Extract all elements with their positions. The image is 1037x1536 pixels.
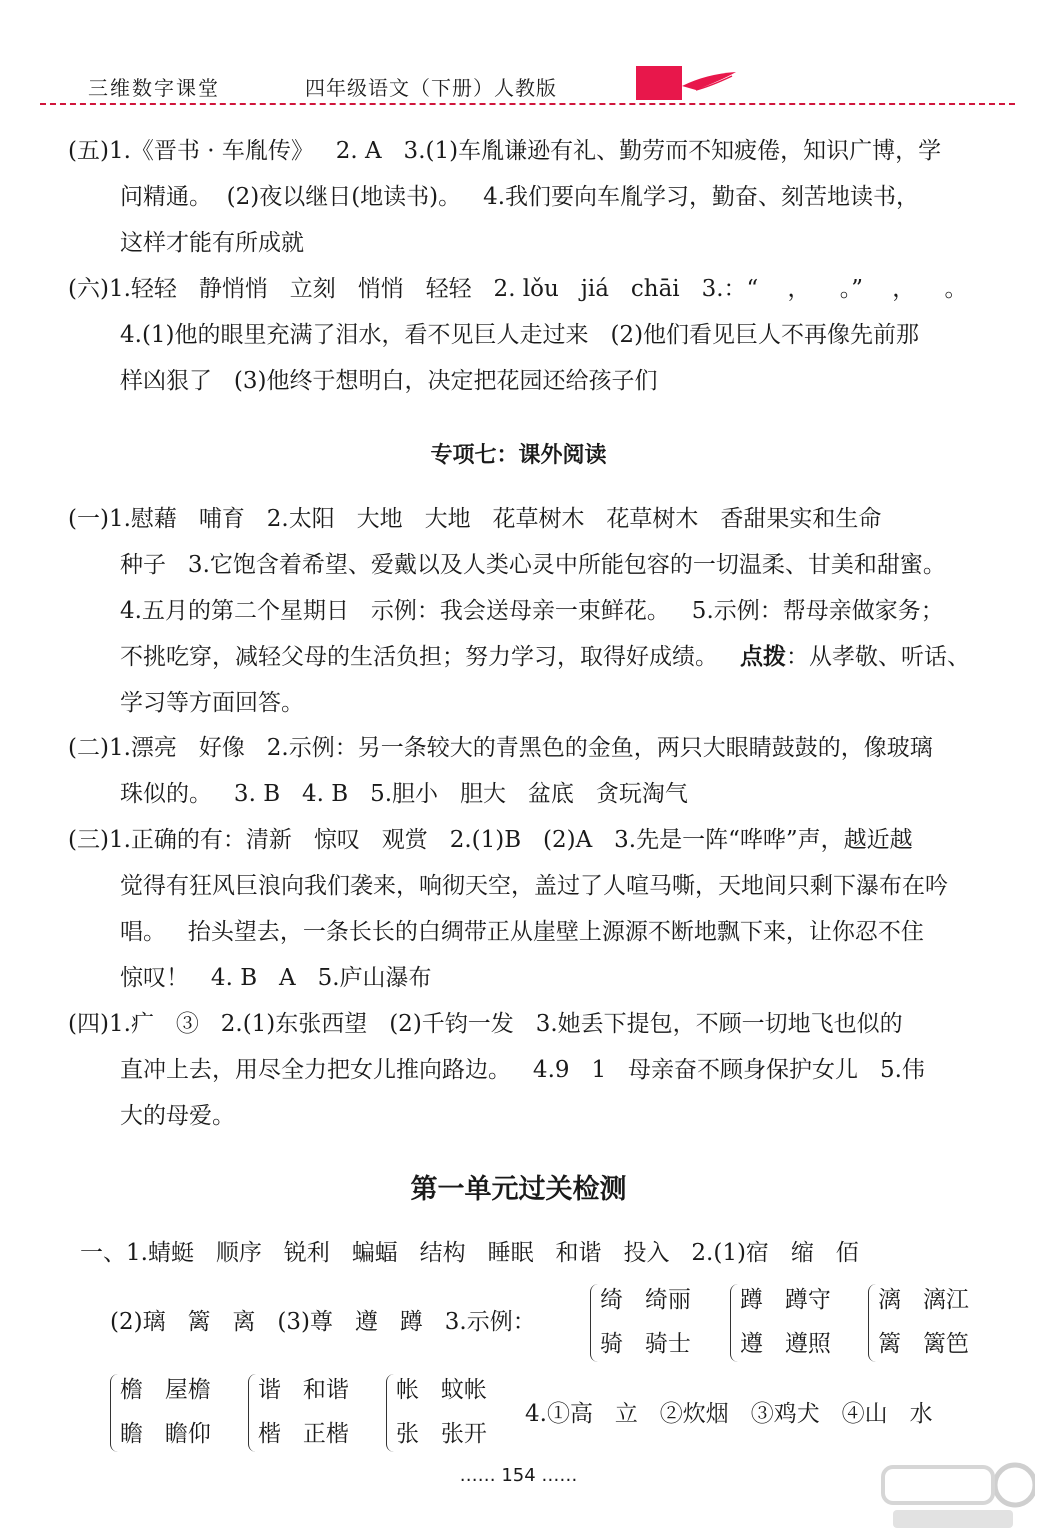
word-group	[248, 1368, 349, 1456]
watermark-logo-icon	[875, 1455, 1035, 1535]
page-number-value: 154	[501, 1465, 536, 1486]
answer-section-5	[68, 128, 941, 266]
text-line: (二)1.漂亮 好像 2.示例：另一条较大的青黑色的金鱼，两只大眼睛鼓鼓的，像玻璃	[68, 735, 933, 761]
brace-icon	[590, 1284, 599, 1362]
word-pair: 漓 漓江	[878, 1287, 969, 1313]
brace-icon	[868, 1284, 877, 1362]
word-group	[386, 1368, 487, 1456]
brace-icon	[386, 1374, 395, 1452]
word-pair: 帐 蚊帐	[396, 1377, 487, 1403]
text-segment: 不挑吃穿，减轻父母的生活负担；努力学习，取得好成绩。	[120, 644, 740, 670]
text-line: 4.①高 立 ②炊烟 ③鸡犬 ④山 水	[525, 1401, 933, 1427]
word-group	[868, 1278, 969, 1366]
unit-title: 第一单元过关检测	[410, 1174, 627, 1205]
dots-left: ……	[459, 1465, 496, 1486]
unit-answer-row-1	[80, 1230, 859, 1276]
reading-answer-3	[68, 817, 948, 1001]
text-line: 唱。 抬头望去，一条长长的白绸带正从崖壁上源源不断地飘下来，让你忍不住	[120, 919, 924, 945]
text-line: 样凶狠了 (3)他终于想明白，决定把花园还给孩子们	[120, 368, 658, 394]
reading-answer-2	[68, 725, 933, 817]
word-group	[730, 1278, 831, 1366]
text-line: (五)1.《晋书 · 车胤传》 2. A 3.(1)车胤谦逊有礼、勤劳而不知疲倦，知识广博，学	[68, 138, 942, 164]
word-pair: 篱 篱笆	[878, 1331, 969, 1357]
hint-label: 点拨	[739, 644, 786, 670]
reading-answer-4	[68, 1001, 925, 1139]
text-line	[68, 634, 970, 680]
text-line: (三)1.正确的有：清新 惊叹 观赏 2.(1)B (2)A 3.先是一阵“哗哗”声，越近越	[68, 827, 913, 853]
unit-answer-row-4	[525, 1391, 933, 1437]
reading-answer-1	[68, 496, 970, 726]
text-line: (2)璃 篱 离 (3)尊 遵 蹲 3.示例：	[110, 1309, 536, 1335]
text-line: 学习等方面回答。	[120, 690, 304, 716]
word-pair: 张 张开	[396, 1421, 487, 1447]
brace-icon	[248, 1374, 257, 1452]
word-pair: 谐 和谐	[258, 1377, 349, 1403]
text-line: (四)1.疒 ③ 2.(1)东张西望 (2)千钧一发 3.她丢下提包，不顾一切地飞也似的	[68, 1011, 903, 1037]
word-pair: 绮 绮丽	[600, 1287, 691, 1313]
text-line: 4.(1)他的眼里充满了泪水，看不见巨人走过来 (2)他们看见巨人不再像先前那	[120, 322, 920, 348]
answer-section-6	[68, 266, 968, 404]
word-pair: 檐 屋檐	[120, 1377, 211, 1403]
text-segment: ：从孝敬、听话、	[785, 644, 970, 670]
series-title: 三维数字课堂	[88, 76, 220, 100]
text-line: (六)1.轻轻 静悄悄 立刻 悄悄 轻轻 2. lǒu jiá chāi 3.：“ ， 。” ， 。	[68, 276, 968, 302]
text-line: 一、1.蜻蜓 顺序 锐利 蝙蝠 结构 睡眠 和谐 投入 2.(1)宿 缩 佰	[80, 1240, 859, 1266]
brace-icon	[110, 1374, 119, 1452]
word-group	[110, 1368, 211, 1456]
text-line: 问精通。 (2)夜以继日(地读书)。 4.我们要向车胤学习，勤奋、刻苦地读书，	[120, 184, 920, 210]
dots-right: ……	[541, 1465, 578, 1486]
text-line: 直冲上去，用尽全力把女儿推向路边。 4.9 1 母亲奋不顾身保护女儿 5.伟	[120, 1057, 925, 1083]
page-header	[0, 0, 1037, 110]
brace-icon	[730, 1284, 739, 1362]
word-pair: 瞻 瞻仰	[120, 1421, 211, 1447]
text-line: 大的母爱。	[120, 1103, 235, 1129]
rocket-logo-icon	[636, 64, 746, 104]
header-divider	[40, 103, 1015, 105]
text-line: 种子 3.它饱含着希望、爱戴以及人类心灵中所能包容的一切温柔、甘美和甜蜜。	[120, 552, 946, 578]
word-pair: 楷 正楷	[258, 1421, 349, 1447]
text-line: 珠似的。 3. B 4. B 5.胆小 胆大 盆底 贪玩淘气	[120, 781, 688, 807]
text-line: 这样才能有所成就	[120, 230, 304, 256]
book-title: 四年级语文（下册）人教版	[305, 76, 557, 100]
text-line: 觉得有狂风巨浪向我们袭来，响彻天空，盖过了人喧马嘶，天地间只剩下瀑布在吟	[120, 873, 948, 899]
word-pair: 骑 骑士	[600, 1331, 691, 1357]
text-line: 惊叹！ 4. B A 5.庐山瀑布	[120, 965, 432, 991]
word-group	[590, 1278, 691, 1366]
word-pair: 蹲 蹲守	[740, 1287, 831, 1313]
word-pair: 遵 遵照	[740, 1331, 831, 1357]
text-line: 4.五月的第二个星期日 示例：我会送母亲一束鲜花。 5.示例：帮母亲做家务；	[120, 598, 944, 624]
section-title: 专项七：课外阅读	[430, 443, 607, 468]
text-line: (一)1.慰藉 哺育 2.太阳 大地 大地 花草树木 花草树木 香甜果实和生命	[68, 506, 882, 532]
unit-answer-row-2	[110, 1299, 536, 1345]
